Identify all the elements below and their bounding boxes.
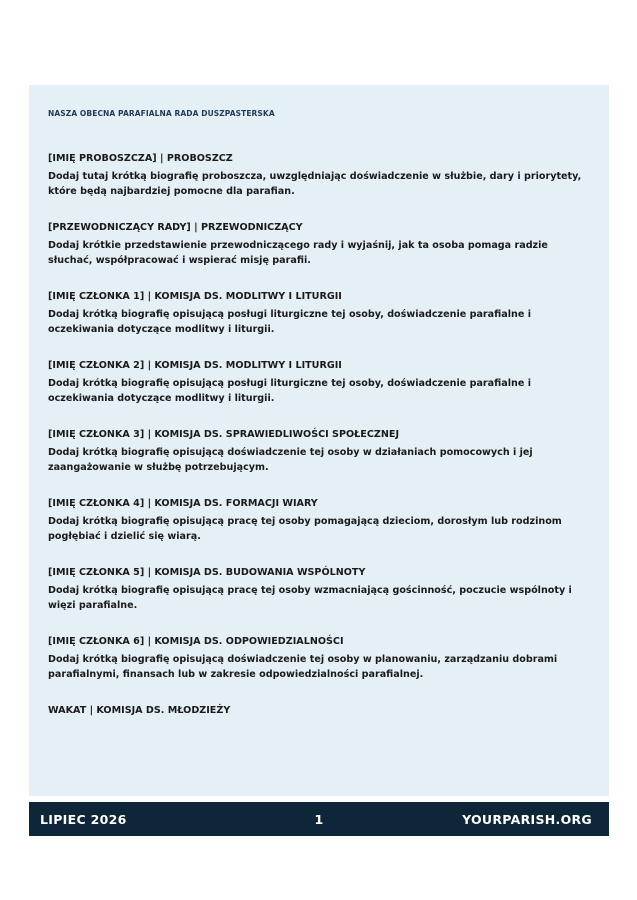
member-entry-chair — [48, 221, 588, 290]
member-bio: Dodaj krótkie przedstawienie przewodniczącego rady i wyjaśnij, jak ta osoba pomaga radzie słuchać, współpracować i wspierać misję parafii. — [48, 240, 548, 266]
footer-date: LIPIEC 2026 — [40, 812, 127, 827]
member-title: [PRZEWODNICZĄCY RADY] | PRZEWODNICZĄCY — [48, 222, 303, 233]
member-title: WAKAT | KOMISJA DS. MŁODZIEŻY — [48, 705, 231, 716]
member-entry-6 — [48, 635, 588, 704]
member-entry-3 — [48, 428, 588, 497]
member-entry-4 — [48, 497, 588, 566]
member-entry-1 — [48, 290, 588, 359]
member-title: [IMIĘ CZŁONKA 4] | KOMISJA DS. FORMACJI WIARY — [48, 498, 318, 509]
member-bio: Dodaj krótką biografię opisującą posługi liturgiczne tej osoby, doświadczenie parafialne i oczekiwania dotyczące modlitwy i liturgii. — [48, 378, 531, 404]
member-title: [IMIĘ CZŁONKA 3] | KOMISJA DS. SPRAWIEDLIWOŚCI SPOŁECZNEJ — [48, 429, 400, 440]
page-footer — [29, 802, 609, 836]
member-title: [IMIĘ CZŁONKA 2] | KOMISJA DS. MODLITWY I LITURGII — [48, 360, 342, 371]
member-entry-pastor — [48, 152, 588, 221]
member-bio: Dodaj krótką biografię opisującą posługi liturgiczne tej osoby, doświadczenie parafialne i oczekiwania dotyczące modlitwy i liturgii. — [48, 309, 531, 335]
page-number: 1 — [314, 812, 324, 827]
council-panel — [29, 85, 609, 796]
member-title: [IMIĘ PROBOSZCZA] | PROBOSZCZ — [48, 153, 233, 164]
member-bio: Dodaj krótką biografię opisującą doświadczenie tej osoby w planowaniu, zarządzaniu dobrami parafialnymi, finansach lub w zakresie odpowiedzialności parafialnej. — [48, 654, 558, 680]
member-bio: Dodaj krótką biografię opisującą pracę tej osoby wzmacniającą gościnność, poczucie wspólnoty i więzi parafialne. — [48, 585, 572, 611]
member-title: [IMIĘ CZŁONKA 6] | KOMISJA DS. ODPOWIEDZIALNOŚCI — [48, 636, 344, 647]
member-entry-2 — [48, 359, 588, 428]
member-title: [IMIĘ CZŁONKA 1] | KOMISJA DS. MODLITWY I LITURGII — [48, 291, 342, 302]
member-list — [48, 152, 588, 773]
member-entry-5 — [48, 566, 588, 635]
section-heading: NASZA OBECNA PARAFIALNA RADA DUSZPASTERSKA — [48, 109, 275, 118]
member-bio: Dodaj krótką biografię opisującą doświadczenie tej osoby w działaniach pomocowych i jej zaangażowanie w służbę potrzebującym. — [48, 447, 533, 473]
member-bio: Dodaj krótką biografię opisującą pracę tej osoby pomagającą dzieciom, dorosłym lub rodzinom pogłębiać i dzielić się wiarą. — [48, 516, 562, 542]
footer-website[interactable]: YOURPARISH.ORG — [462, 812, 592, 827]
member-bio: Dodaj tutaj krótką biografię proboszcza, uwzględniając doświadczenie w służbie, dary i priorytety, które będą najbardziej pomocne dla parafian. — [48, 171, 582, 197]
member-entry-vacancy — [48, 704, 588, 773]
member-title: [IMIĘ CZŁONKA 5] | KOMISJA DS. BUDOWANIA WSPÓLNOTY — [48, 567, 366, 578]
